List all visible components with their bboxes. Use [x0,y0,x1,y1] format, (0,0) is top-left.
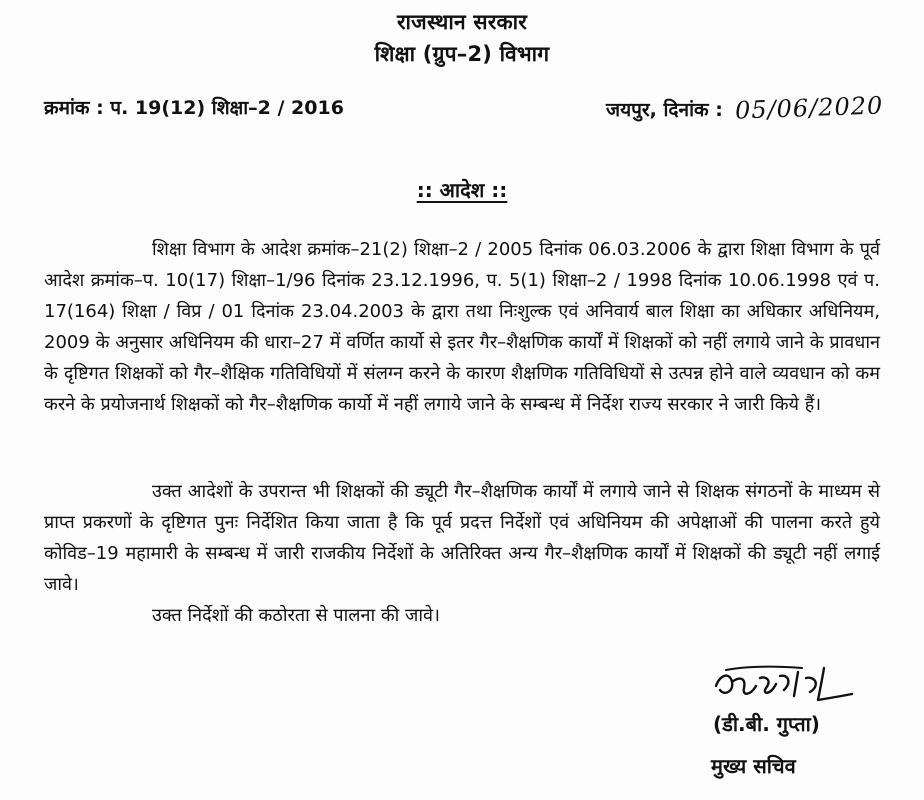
order-heading [0,176,924,203]
signatory-designation: मुख्य सचिव [711,754,796,778]
order-heading-text: :: आदेश :: [416,178,508,202]
order-body-paragraph-3 [44,600,880,631]
department-title: शिक्षा (ग्रुप–2) विभाग [374,42,550,66]
paragraph-text: उक्त आदेशों के उपरान्त भी शिक्षकों की ड्यूटी गैर–शैक्षणिक कार्यों में लगाये जाने से शिक्षक संगठनों के माध्यम से प्राप्त प्रकरणों के दृष्टिगत पुनः निर्देशित किया जाता है कि पूर्व प्रदत्त निर्देशों एवं अधिनियम की अपेक्षाओं की पालना करते हुये कोविड–19 महामारी के सम्बन्ध में जारी राजकीय निर्देशों के अतिरिक्त अन्य गैर–शैक्षणिक कार्यों में शिक्षकों की ड्यूटी नहीं लगाई जावे। [44,481,880,595]
place-date-label: जयपुर, दिनांक : [606,99,723,121]
order-body-paragraph-2 [44,476,880,600]
signature-mark [706,656,856,710]
paragraph-text: शिक्षा विभाग के आदेश क्रमांक–21(2) शिक्षा–2 / 2005 दिनांक 06.03.2006 के द्वारा शिक्षा विभाग के पूर्व आदेश क्रमांक–प. 10(17) शिक्षा–1/96 दिनांक 23.12.1996, प. 5(1) शिक्षा–2 / 1998 दिनांक 10.06.1998 एवं प. 17(164) शिक्षा / विप्र / 01 दिनांक 23.04.2003 के द्वारा तथा निःशुल्क एवं अनिवार्य बाल शिक्षा का अधिकार अधिनियम, 2009 के अनुसार अधिनियम की धारा–27 में वर्णित कार्यो से इतर गैर–शैक्षणिक कार्यों में शिक्षकों को नहीं लगाये जाने के प्रावधान के दृष्टिगत शिक्षकों को गैर–शैक्षिक गतिविधियों में संलग्न करने के कारण शैक्षणिक गतिविधियों से उत्पन्न होने वाले व्यवधान को कम करने के प्रयोजनार्थ शिक्षकों को गैर–शैक्षणिक कार्यो में नहीं लगाये जाने के सम्बन्ध में निर्देश राज्य सरकार ने जारी किये हैं। [44,239,880,415]
order-body-paragraph-1 [44,234,880,420]
order-number: क्रमांक : प. 19(12) शिक्षा–2 / 2016 [44,97,344,119]
government-title: राजस्थान सरकार [396,10,528,34]
signatory-name: (डी.बी. गुप्ता) [713,712,820,736]
paragraph-text: उक्त निर्देशों की कठोरता से पालना की जावे। [152,605,440,626]
handwritten-date: 05/06/2020 [734,91,885,125]
place-date [606,91,885,125]
